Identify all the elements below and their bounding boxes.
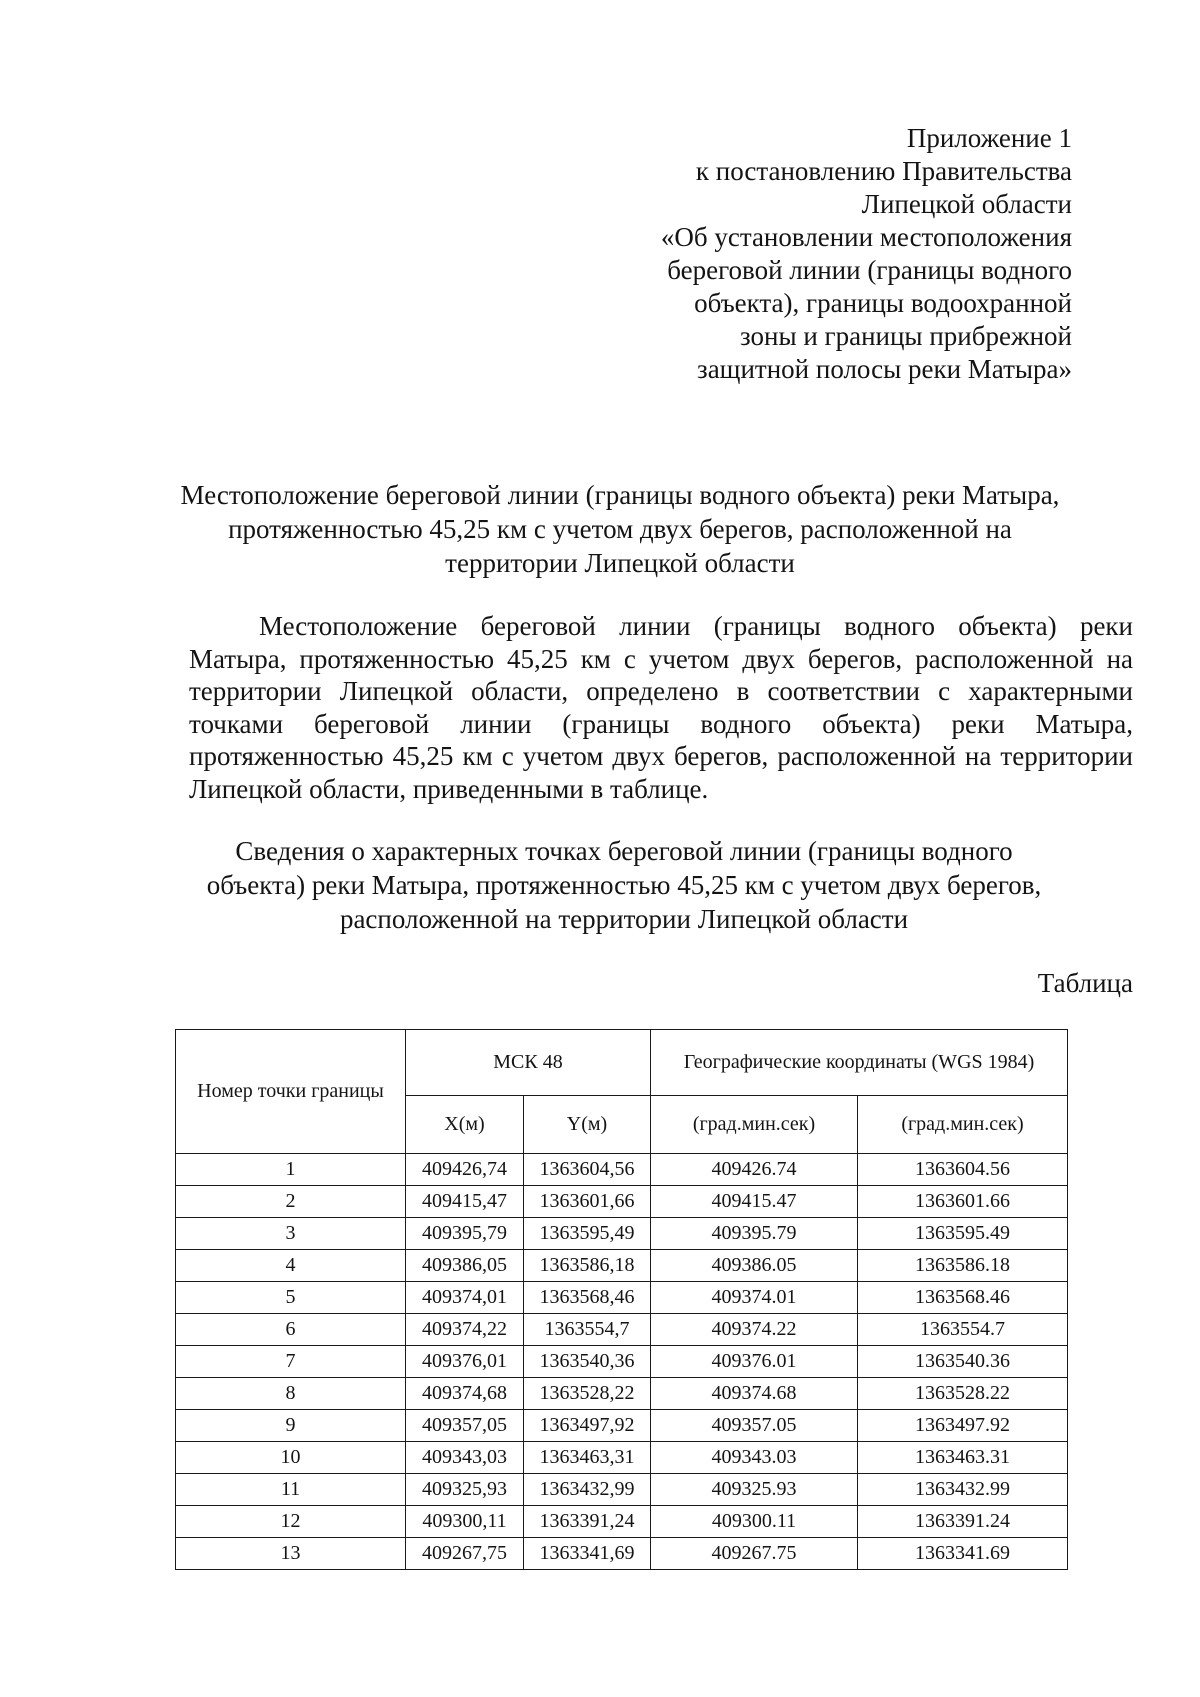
appendix-block <box>512 122 1072 386</box>
cell-x: 409374,01 <box>406 1282 524 1314</box>
cell-geo-a: 409374.68 <box>651 1378 858 1410</box>
table-row <box>176 1314 1068 1346</box>
appendix-line: объекта), границы водоохранной <box>694 288 1072 318</box>
coordinates-table <box>175 1029 1068 1570</box>
cell-geo-b: 1363595.49 <box>858 1218 1068 1250</box>
header-geo: Географические координаты (WGS 1984) <box>651 1030 1068 1096</box>
title-line: территории Липецкой области <box>445 548 795 578</box>
table-row <box>176 1474 1068 1506</box>
cell-point-number: 3 <box>176 1218 406 1250</box>
cell-geo-b: 1363540.36 <box>858 1346 1068 1378</box>
header-point-number: Номер точки границы <box>176 1030 406 1154</box>
cell-geo-a: 409325.93 <box>651 1474 858 1506</box>
appendix-line: береговой линии (границы водного <box>667 255 1072 285</box>
cell-geo-b: 1363432.99 <box>858 1474 1068 1506</box>
table-heading-line: объекта) реки Матыра, протяженностью 45,25 км с учетом двух берегов, <box>206 870 1042 900</box>
cell-point-number: 9 <box>176 1410 406 1442</box>
body-paragraph: Местоположение береговой линии (границы водного объекта) реки Матыра, протяженностью 45,25 км с учетом двух берегов, расположенной на территории Липецкой области, определено в соответствии с характерными точками береговой линии (границы водного объекта) реки Матыра, протяженностью 45,25 км с учетом двух берегов, расположенной на территории Липецкой области, приведенными в таблице. <box>189 611 1133 804</box>
cell-geo-b: 1363497.92 <box>858 1410 1068 1442</box>
table-row <box>176 1346 1068 1378</box>
cell-geo-a: 409376.01 <box>651 1346 858 1378</box>
cell-x: 409415,47 <box>406 1186 524 1218</box>
cell-y: 1363604,56 <box>524 1154 651 1186</box>
cell-y: 1363554,7 <box>524 1314 651 1346</box>
table-heading <box>150 834 1098 936</box>
cell-point-number: 13 <box>176 1538 406 1570</box>
cell-y: 1363601,66 <box>524 1186 651 1218</box>
table-row <box>176 1378 1068 1410</box>
cell-x: 409374,68 <box>406 1378 524 1410</box>
cell-x: 409376,01 <box>406 1346 524 1378</box>
cell-point-number: 8 <box>176 1378 406 1410</box>
cell-geo-b: 1363604.56 <box>858 1154 1068 1186</box>
cell-x: 409267,75 <box>406 1538 524 1570</box>
table-row <box>176 1250 1068 1282</box>
cell-geo-b: 1363341.69 <box>858 1538 1068 1570</box>
header-geo-a: (град.мин.сек) <box>651 1096 858 1154</box>
table-row <box>176 1538 1068 1570</box>
cell-x: 409357,05 <box>406 1410 524 1442</box>
cell-point-number: 4 <box>176 1250 406 1282</box>
table-row <box>176 1186 1068 1218</box>
title-line: Местоположение береговой линии (границы водного объекта) реки Матыра, <box>180 480 1060 510</box>
table-row <box>176 1282 1068 1314</box>
cell-point-number: 12 <box>176 1506 406 1538</box>
table-row <box>176 1218 1068 1250</box>
cell-geo-a: 409374.22 <box>651 1314 858 1346</box>
table-row <box>176 1410 1068 1442</box>
cell-point-number: 10 <box>176 1442 406 1474</box>
cell-point-number: 2 <box>176 1186 406 1218</box>
appendix-line: к постановлению Правительства <box>695 156 1072 186</box>
cell-geo-a: 409426.74 <box>651 1154 858 1186</box>
cell-geo-b: 1363391.24 <box>858 1506 1068 1538</box>
cell-geo-a: 409300.11 <box>651 1506 858 1538</box>
appendix-line: Липецкой области <box>861 189 1072 219</box>
cell-x: 409426,74 <box>406 1154 524 1186</box>
table-body <box>176 1154 1068 1570</box>
cell-y: 1363432,99 <box>524 1474 651 1506</box>
cell-y: 1363341,69 <box>524 1538 651 1570</box>
table-row <box>176 1154 1068 1186</box>
cell-geo-a: 409357.05 <box>651 1410 858 1442</box>
table-heading-line: Сведения о характерных точках береговой линии (границы водного <box>235 836 1013 866</box>
table-heading-line: расположенной на территории Липецкой области <box>339 904 909 934</box>
cell-geo-b: 1363586.18 <box>858 1250 1068 1282</box>
cell-y: 1363528,22 <box>524 1378 651 1410</box>
table-row <box>176 1506 1068 1538</box>
cell-x: 409374,22 <box>406 1314 524 1346</box>
cell-geo-a: 409374.01 <box>651 1282 858 1314</box>
document-title <box>150 478 1090 580</box>
table-label: Таблица <box>1037 968 1133 998</box>
cell-geo-b: 1363554.7 <box>858 1314 1068 1346</box>
cell-geo-a: 409386.05 <box>651 1250 858 1282</box>
cell-point-number: 7 <box>176 1346 406 1378</box>
cell-y: 1363568,46 <box>524 1282 651 1314</box>
cell-y: 1363391,24 <box>524 1506 651 1538</box>
table-row <box>176 1442 1068 1474</box>
appendix-line: защитной полосы реки Матыра» <box>697 354 1072 384</box>
header-msk: МСК 48 <box>406 1030 651 1096</box>
appendix-line: Приложение 1 <box>906 123 1072 153</box>
header-x: X(м) <box>406 1096 524 1154</box>
cell-x: 409395,79 <box>406 1218 524 1250</box>
cell-geo-a: 409267.75 <box>651 1538 858 1570</box>
appendix-line: зоны и границы прибрежной <box>739 321 1072 351</box>
cell-geo-a: 409343.03 <box>651 1442 858 1474</box>
title-line: протяженностью 45,25 км с учетом двух берегов, расположенной на <box>228 514 1012 544</box>
cell-y: 1363497,92 <box>524 1410 651 1442</box>
cell-x: 409325,93 <box>406 1474 524 1506</box>
cell-geo-b: 1363568.46 <box>858 1282 1068 1314</box>
header-geo-b: (град.мин.сек) <box>858 1096 1068 1154</box>
cell-y: 1363540,36 <box>524 1346 651 1378</box>
cell-geo-b: 1363463.31 <box>858 1442 1068 1474</box>
cell-geo-b: 1363601.66 <box>858 1186 1068 1218</box>
cell-y: 1363595,49 <box>524 1218 651 1250</box>
cell-point-number: 1 <box>176 1154 406 1186</box>
cell-point-number: 5 <box>176 1282 406 1314</box>
cell-x: 409386,05 <box>406 1250 524 1282</box>
cell-point-number: 11 <box>176 1474 406 1506</box>
cell-y: 1363463,31 <box>524 1442 651 1474</box>
header-y: Y(м) <box>524 1096 651 1154</box>
cell-x: 409343,03 <box>406 1442 524 1474</box>
appendix-line: «Об установлении местоположения <box>660 222 1072 252</box>
cell-y: 1363586,18 <box>524 1250 651 1282</box>
cell-geo-a: 409415.47 <box>651 1186 858 1218</box>
cell-geo-a: 409395.79 <box>651 1218 858 1250</box>
cell-geo-b: 1363528.22 <box>858 1378 1068 1410</box>
cell-x: 409300,11 <box>406 1506 524 1538</box>
cell-point-number: 6 <box>176 1314 406 1346</box>
